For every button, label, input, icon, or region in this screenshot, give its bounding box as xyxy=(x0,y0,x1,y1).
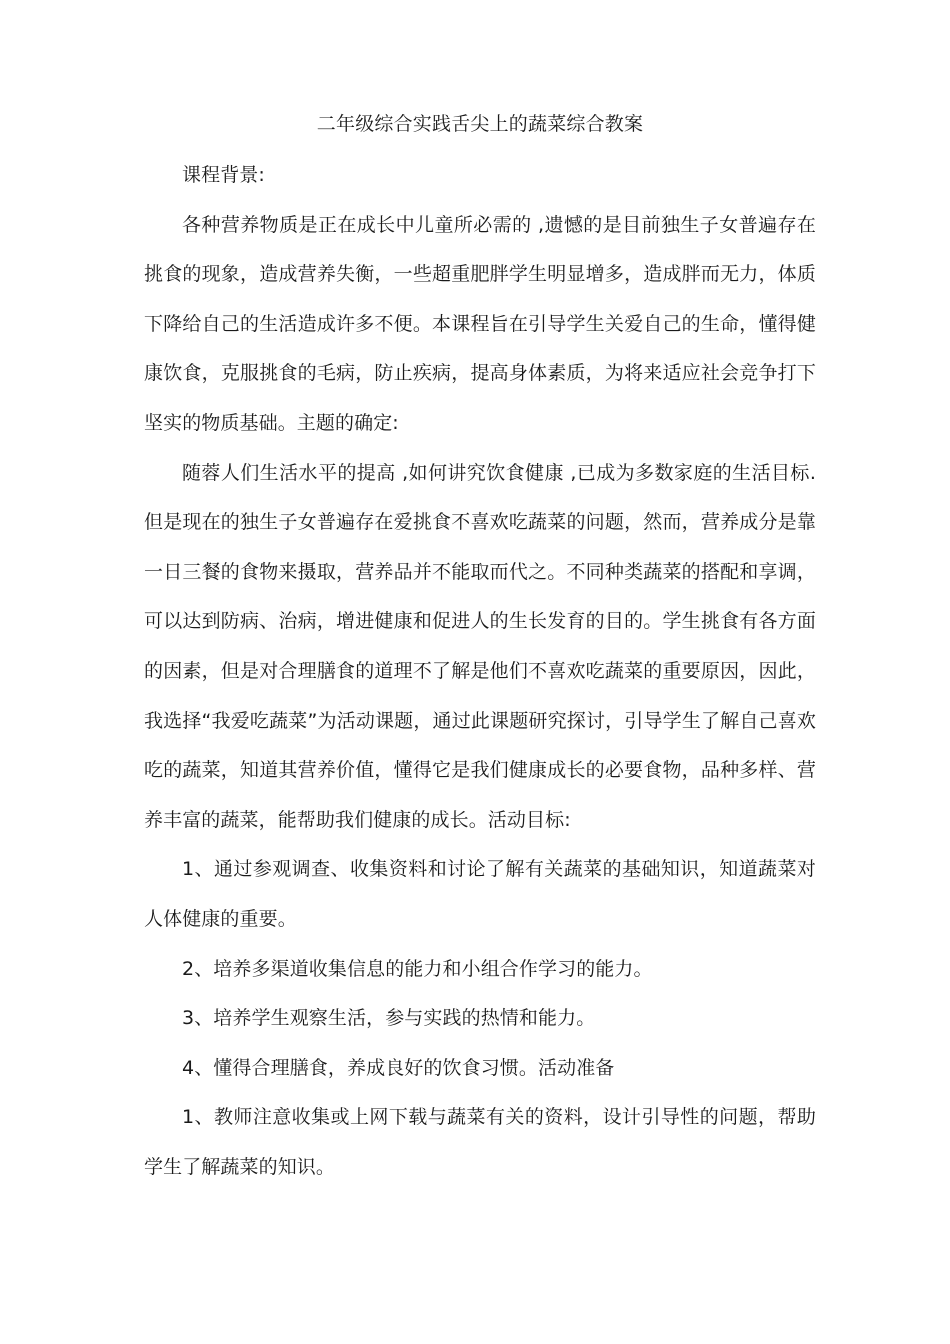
paragraph-goal-2: 2、培养多渠道收集信息的能力和小组合作学习的能力。 xyxy=(182,957,653,980)
paragraph-preparation-1: 1、教师注意收集或上网下载与蔬菜有关的资料，设计引导性的问题，帮助学生了解蔬菜的知识。 xyxy=(144,1106,816,1178)
paragraph-goal-3: 3、培养学生观察生活，参与实践的热情和能力。 xyxy=(182,1007,596,1030)
paragraph-background: 各种营养物质是正在成长中儿童所必需的 ,遗憾的是目前独生子女普遍存在挑食的现象，造成营养失衡，一些超重肥胖学生明显增多，造成胖而无力，体质下降给自己的生活造成许多不便。本课程旨在引导学生关爱自己的生命，懂得健康饮食，克服挑食的毛病，防止疾病，提高身体素质，为将来适应社会竞争打下坚实的物质基础。主题的确定: xyxy=(144,213,816,434)
document-title: 二年级综合实践舌尖上的蔬菜综合教案 xyxy=(316,113,644,135)
paragraph-goal-1: 1、通过参观调查、收集资料和讨论了解有关蔬菜的基础知识，知道蔬菜对人体健康的重要。 xyxy=(144,858,816,930)
paragraph-topic: 随蓉人们生活水平的提高 ,如何讲究饮食健康 ,已成为多数家庭的生活目标. 但是现在的独生子女普遍存在爱挑食不喜欢吃蔬菜的问题，然而，营养成分是靠一日三餐的食物来摄取，营养品并不能取而代之。不同种类蔬菜的搭配和享调，可以达到防病、治病，增进健康和促进人的生长发育的目的。学生挑食有各方面的因素，但是对合理膳食的道理不了解是他们不喜欢吃蔬菜的重要原因，因此，我选择“我爱吃蔬菜”为活动课题，通过此课题研究探讨，引导学生了解自己喜欢吃的蔬菜，知道其营养价值，懂得它是我们健康成长的必要食物，品种多样、营养丰富的蔬菜，能帮助我们健康的成长。活动目标: xyxy=(144,461,816,831)
paragraph-course-background-heading: 课程背景: xyxy=(182,164,265,186)
paragraph-goal-4: 4、懂得合理膳食，养成良好的饮食习惯。活动准备 xyxy=(182,1056,615,1079)
document-body xyxy=(144,108,816,1192)
